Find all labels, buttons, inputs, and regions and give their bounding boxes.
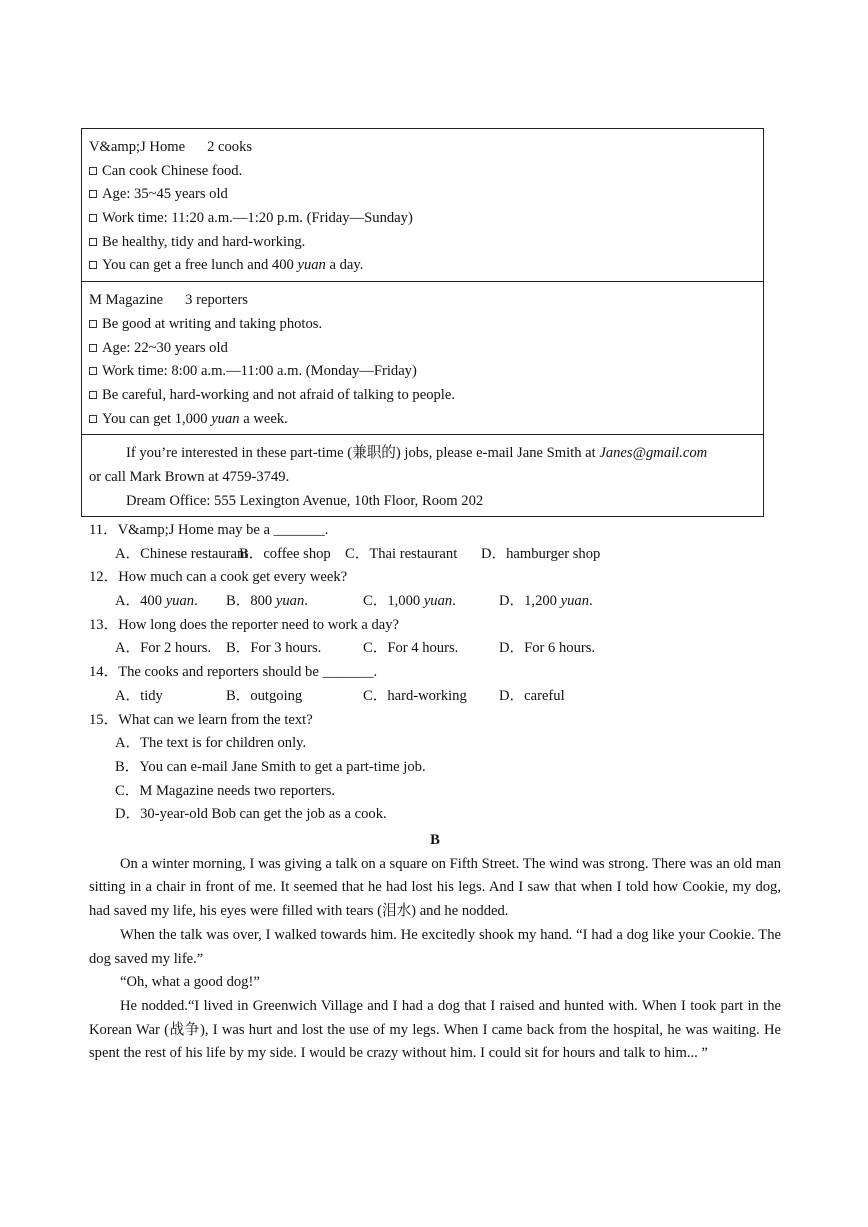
ad-item: Work time: 11:20 a.m.—1:20 p.m. (Friday—Sunday) [89,207,757,231]
ad-item: Age: 35~45 years old [89,183,757,207]
question-options-13 [89,637,789,661]
office-address: Dream Office: 555 Lexington Avenue, 10th Floor, Room 202 [126,492,484,509]
square-bullet-icon [89,261,97,269]
square-bullet-icon [89,391,97,399]
square-bullet-icon [89,367,97,375]
option-a: A．The text is for children only. [115,735,307,752]
square-bullet-icon [89,190,97,198]
ad-item: Be healthy, tidy and hard-working. [89,231,757,255]
question-stem-13: 13．How long does the reporter need to work a day? [89,616,400,633]
option-b: B．coffee shop [239,545,331,562]
passage-paragraph: “Oh, what a good dog!” [120,974,260,991]
option-a: A．tidy [115,687,163,704]
ad-item: Age: 22~30 years old [89,337,757,361]
option-a: A．For 2 hours. [115,640,212,657]
square-bullet-icon [89,415,97,423]
ad-section-vj-home [82,129,763,282]
question-stem-11: 11．V&amp;J Home may be a _______. [89,522,329,538]
ad-section-contact [82,435,763,516]
question-stem-12: 12．How much can a cook get every week? [89,569,348,586]
option-c: C．hard-working [363,687,467,704]
option-b: B．You can e-mail Jane Smith to get a part-time job. [115,758,426,775]
passage-paragraph: He nodded.“I lived in Greenwich Village and I had a dog that I raised and hunted with. When I took part in the Korean War (战争), I was hurt and lost the use of my legs. When I came back from the hospital, he was waiting. He spent the rest of his life by my side. I would be crazy without him. I could sit for hours and talk to him... ” [89,997,781,1062]
contact-line: If you’re interested in these part-time (兼职的) jobs, please e-mail Jane Smith at Janes@gmail.com [126,445,708,462]
ad-heading [89,289,757,313]
ad-item: Be careful, hard-working and not afraid of talking to people. [89,384,757,408]
option-a: A．400 yuan. [115,593,198,610]
option-d: D．30-year-old Bob can get the job as a cook. [115,806,387,823]
question-options-14 [89,685,789,709]
option-d: D．For 6 hours. [499,640,596,657]
option-b: B．For 3 hours. [226,640,322,657]
option-c: C．Thai restaurant [345,545,458,562]
ad-item: Be good at writing and taking photos. [89,313,757,337]
ad-section-m-magazine [82,282,763,435]
ad-company-name: M Magazine [89,292,164,309]
ad-item: Can cook Chinese food. [89,160,757,184]
ad-positions: 2 cooks [207,139,253,155]
option-d: D．1,200 yuan. [499,593,593,610]
square-bullet-icon [89,214,97,222]
ad-item-pay: You can get 1,000 yuan a week. [89,408,757,432]
option-a: A．Chinese restaurant [115,545,249,562]
question-stem-15: 15．What can we learn from the text? [89,711,313,728]
ad-positions: 3 reporters [185,292,248,309]
option-d: D．careful [499,687,565,704]
question-stem-14: 14．The cooks and reporters should be _______. [89,664,378,681]
square-bullet-icon [89,320,97,328]
square-bullet-icon [89,238,97,246]
passage-title: B [430,832,440,848]
ad-item-pay: You can get a free lunch and 400 yuan a day. [89,254,757,278]
question-options-11 [89,543,789,567]
job-ad-table [81,128,764,517]
ad-item: Work time: 8:00 a.m.—11:00 a.m. (Monday—Friday) [89,360,757,384]
question-list [89,519,789,827]
option-c: C．M Magazine needs two reporters. [115,782,336,799]
option-c: C．For 4 hours. [363,640,459,657]
contact-email: Janes@gmail.com [599,445,708,462]
passage-paragraph: On a winter morning, I was giving a talk on a square on Fifth Street. The wind was strong. There was an old man sitting in a chair in front of me. It seemed that he had lost his legs. And I saw that when I told how Cookie, my dog, had saved my life, his eyes were filled with tears (泪水) and he nodded. [89,855,781,920]
option-b: B．800 yuan. [226,593,308,610]
option-c: C．1,000 yuan. [363,593,456,610]
contact-phone-line: or call Mark Brown at 4759-3749. [89,468,290,485]
option-d: D．hamburger shop [481,545,601,562]
ad-heading [89,136,757,160]
passage-paragraph: When the talk was over, I walked towards him. He excitedly shook my hand. “I had a dog like your Cookie. The dog saved my life.” [89,926,781,967]
option-b: B．outgoing [226,687,303,704]
square-bullet-icon [89,167,97,175]
square-bullet-icon [89,344,97,352]
question-options-12 [89,590,789,614]
passage-b [89,829,781,1066]
ad-company-name: V&amp;J Home [89,139,186,155]
